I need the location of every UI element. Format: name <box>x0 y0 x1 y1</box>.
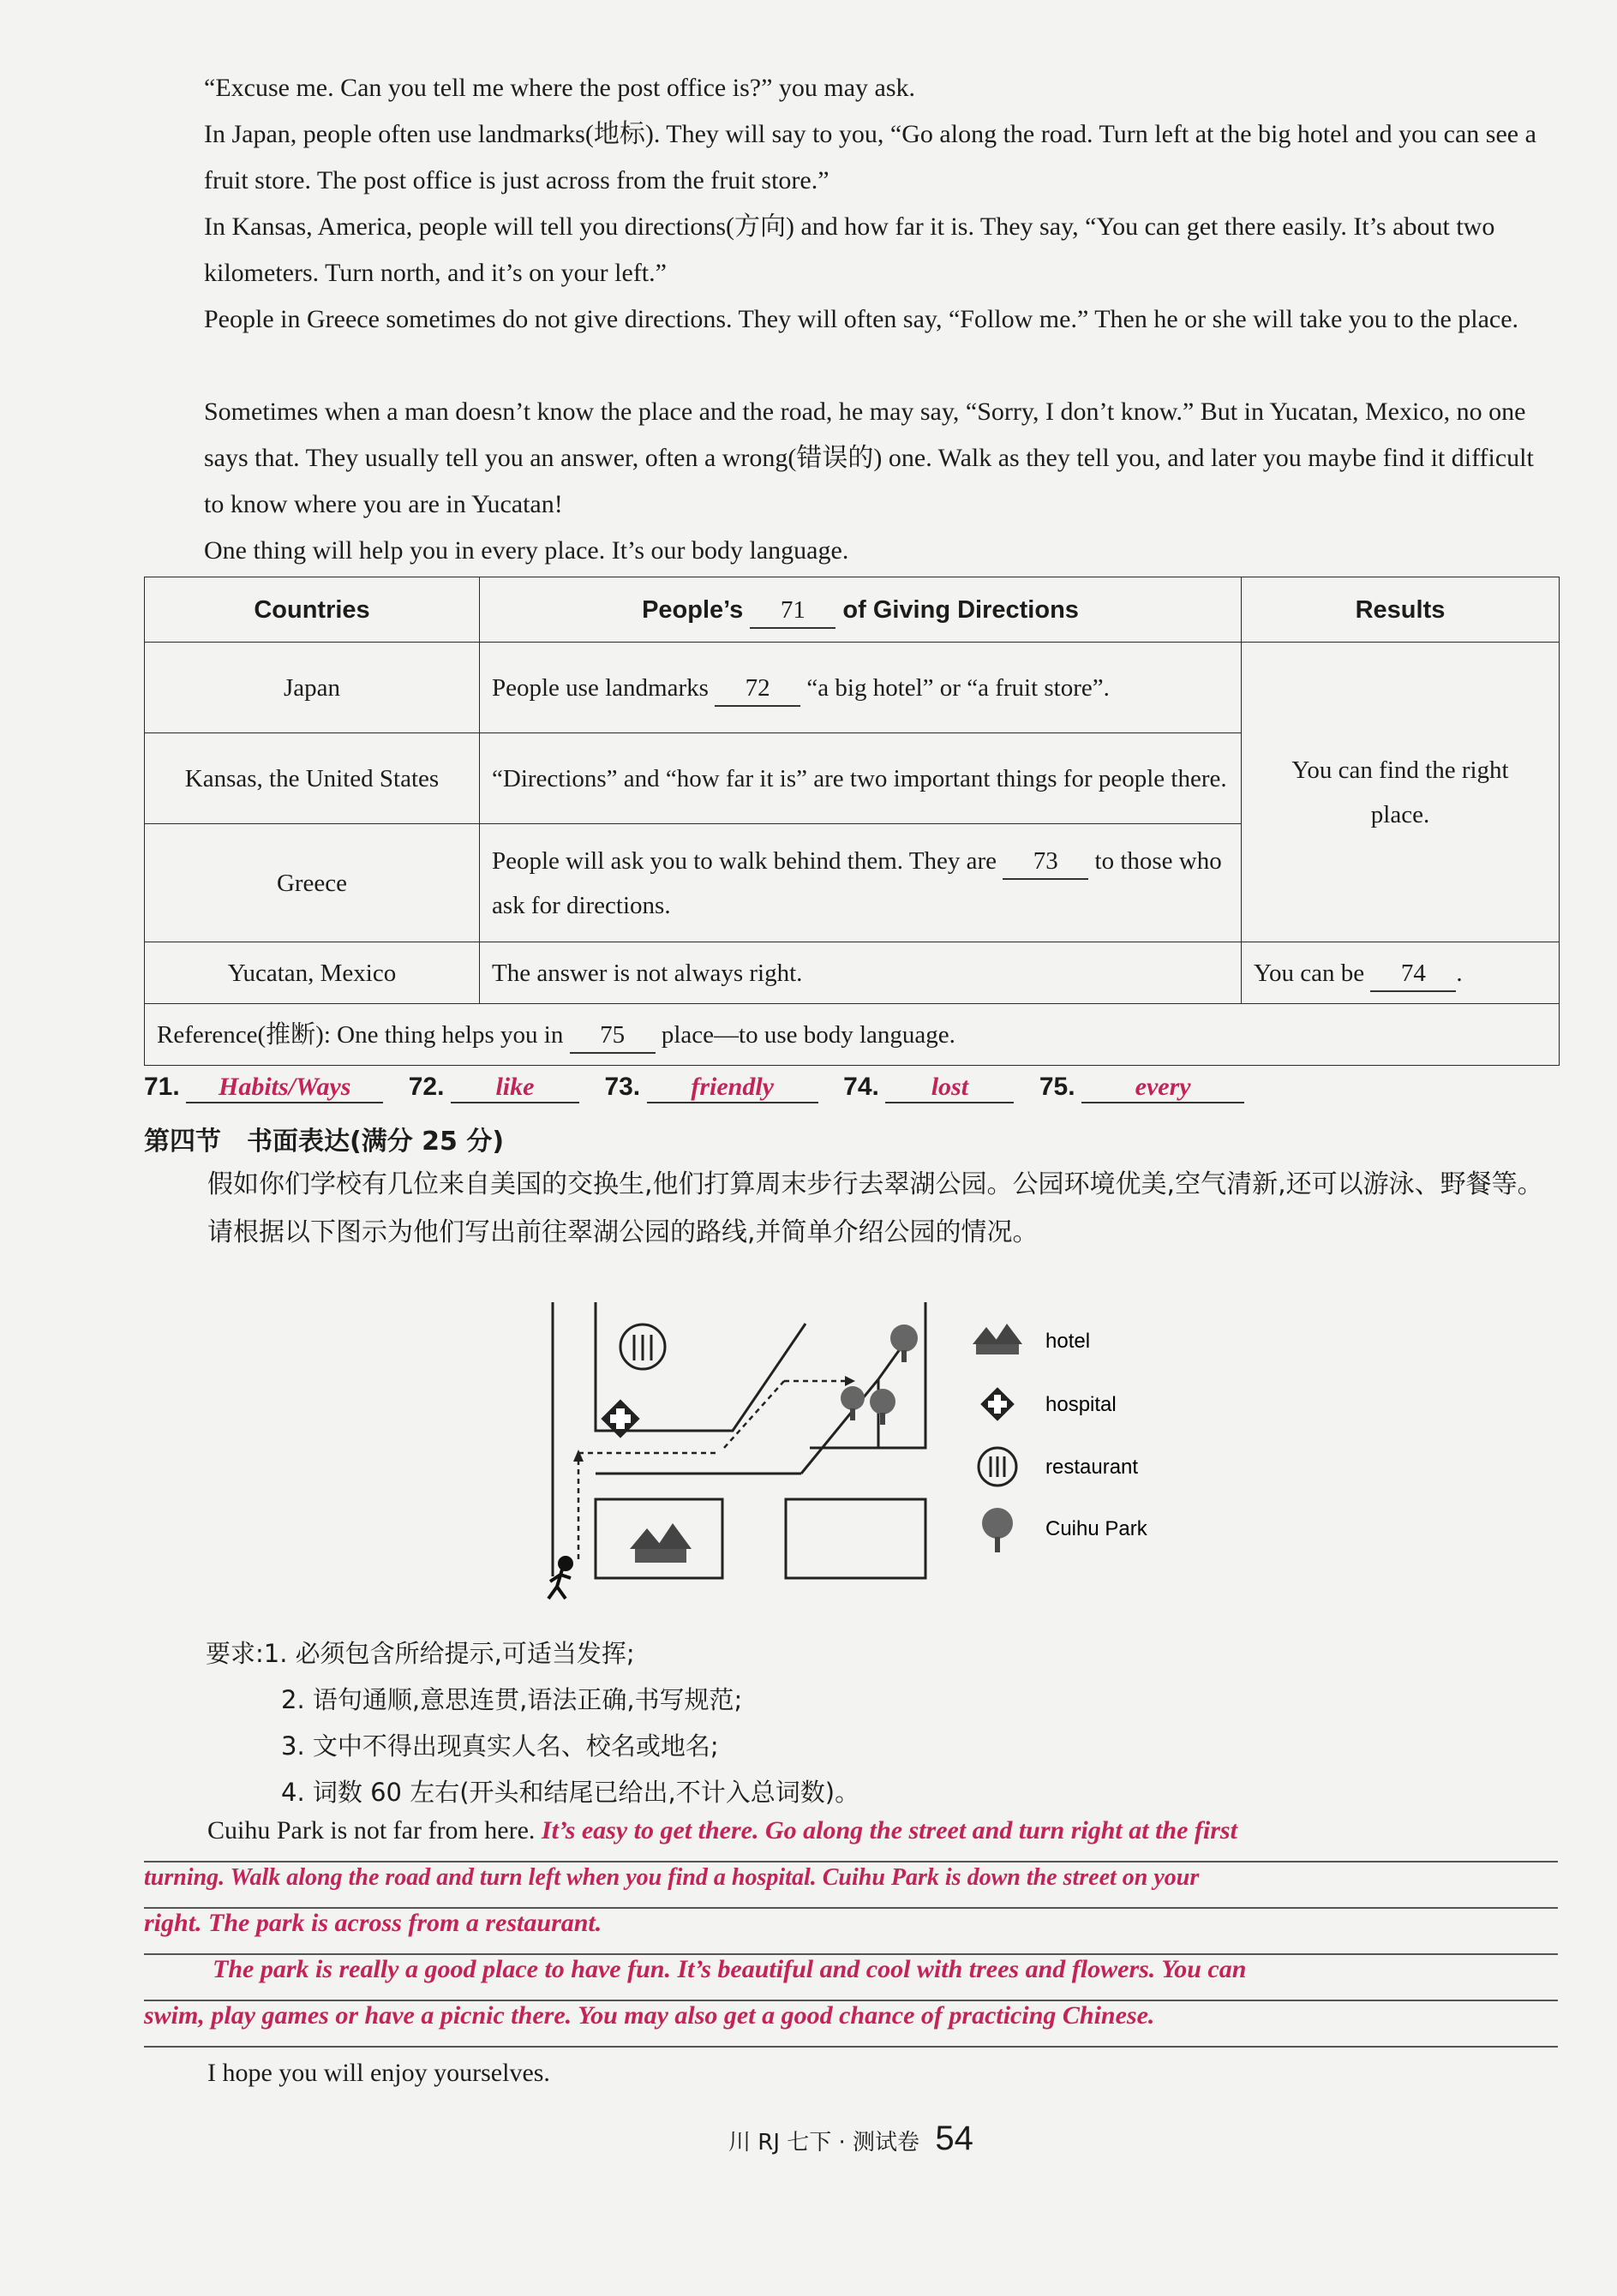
header-ways: People’s 71 of Giving Directions <box>480 577 1242 643</box>
essay-text-4: The park is really a good place to have fun. It’s beautiful and cool with trees and flowers. You can <box>213 1955 1247 1983</box>
park-tree-icon <box>841 1324 918 1425</box>
blank-71: 71 <box>750 593 835 629</box>
answer-71: Habits/Ways <box>186 1073 383 1103</box>
legend-park-label: Cuihu Park <box>1045 1517 1147 1540</box>
requirement-1: 要求:1. 必须包含所给提示,可适当发挥; <box>206 1639 635 1668</box>
essay-line-2 <box>144 1863 1558 1909</box>
passage-p5: Sometimes when a man doesn’t know the place and the road, he may say, “Sorry, I don’t know.” But in Yucatan, Mexico, no one says that. They usually tell you an answer, often a wrong(错误的) one. Walk as they tell you, and later you maybe find it difficult to know where you are in Yucatan! <box>204 398 1534 518</box>
reference-row: Reference(推断): One thing helps you in 75 place—to use body language. <box>145 1004 1560 1066</box>
answer-75: every <box>1081 1073 1244 1103</box>
essay-line-4 <box>144 1955 1558 2001</box>
answer-72: like <box>451 1073 579 1103</box>
header-countries: Countries <box>145 577 480 643</box>
route-arrow-end <box>845 1376 855 1386</box>
legend-hospital-label: hospital <box>1045 1393 1117 1416</box>
blank-72: 72 <box>715 671 800 707</box>
section-title: 第四节 书面表达(满分 25 分) <box>144 1127 505 1157</box>
legend-restaurant-icon <box>979 1448 1016 1486</box>
header-results: Results <box>1242 577 1560 643</box>
legend-hospital-icon <box>980 1387 1015 1421</box>
row2-country: Kansas, the United States <box>145 733 480 824</box>
right-block <box>786 1499 925 1578</box>
requirement-3: 3. 文中不得出现真实人名、校名或地名; <box>281 1731 719 1761</box>
passage-p4: People in Greece sometimes do not give directions. They will often say, “Follow me.” Then he or she will take you to the place. <box>204 305 1519 333</box>
legend-park-icon <box>982 1508 1013 1552</box>
essay-line-5 <box>144 2001 1558 2048</box>
answer-74: lost <box>885 1073 1014 1103</box>
passage-p3: In Kansas, America, people will tell you directions(方向) and how far it is. They say, “You can get there easily. It’s about two kilometers. Turn north, and it’s on your left.” <box>204 212 1495 287</box>
legend-hotel-icon <box>973 1324 1022 1354</box>
legend-hotel-label: hotel <box>1045 1330 1091 1353</box>
block-park-edge <box>810 1379 878 1448</box>
writing-prompt: 假如你们学校有几位来自美国的交换生,他们打算周末步行去翠湖公园。公园环境优美,空气清新,还可以游泳、野餐等。请根据以下图示为他们写出前往翠湖公园的路线,并简单介绍公园的情况。 <box>207 1169 1543 1247</box>
road-diagonal <box>801 1379 878 1474</box>
passage-p6: One thing will help you in every place. It’s our body language. <box>204 536 849 565</box>
row3-country: Greece <box>145 824 480 942</box>
block-right-edge <box>878 1302 925 1448</box>
route-map <box>540 1302 1260 1611</box>
blank-75: 75 <box>570 1018 656 1054</box>
row4-result: You can be 74 . <box>1242 942 1560 1004</box>
hotel-block <box>596 1499 722 1578</box>
hotel-icon <box>630 1523 692 1563</box>
row4-country: Yucatan, Mexico <box>145 942 480 1004</box>
result-find-place: You can find the right place. <box>1242 643 1560 942</box>
answer-row: 71. Habits/Ways 72. like 73. friendly 74. lost 75. every <box>144 1073 1263 1103</box>
blank-74: 74 <box>1370 956 1456 992</box>
requirement-2: 2. 语句通顺,意思连贯,语法正确,书写规范; <box>281 1685 743 1714</box>
legend <box>973 1324 1148 1552</box>
essay-text-1: It’s easy to get there. Go along the street and turn right at the first <box>541 1816 1237 1845</box>
answer-73: friendly <box>647 1073 818 1103</box>
passage-p2: In Japan, people often use landmarks(地标). They will say to you, “Go along the road. Turn left at the big hotel and you can see a fruit store. The post office is just across from the fruit store.” <box>204 120 1536 194</box>
row1-country: Japan <box>145 643 480 733</box>
blank-73: 73 <box>1003 844 1088 880</box>
row2-way: “Directions” and “how far it is” are two important things for people there. <box>480 733 1242 824</box>
row3-way: People will ask you to walk behind them. They are 73 to those who ask for directions. <box>480 824 1242 942</box>
essay-text-5: swim, play games or have a picnic there. You may also get a good chance of practicing Chinese. <box>144 2001 1155 2030</box>
hospital-icon <box>601 1399 639 1438</box>
restaurant-icon <box>620 1324 665 1369</box>
page-footer <box>728 2120 973 2158</box>
essay-text-3: right. The park is across from a restaurant. <box>144 1909 602 1937</box>
essay-line-1 <box>144 1816 1558 1863</box>
row4-way: The answer is not always right. <box>480 942 1242 1004</box>
requirement-4: 4. 词数 60 左右(开头和结尾已给出,不计入总词数)。 <box>281 1778 860 1807</box>
legend-restaurant-label: restaurant <box>1045 1456 1139 1479</box>
essay-text-2: turning. Walk along the road and turn left when you find a hospital. Cuihu Park is down the street on your <box>144 1864 1200 1891</box>
passage-p1: “Excuse me. Can you tell me where the post office is?” you may ask. <box>204 74 916 102</box>
road-diagonal-end <box>878 1349 900 1379</box>
row1-way: People use landmarks 72 “a big hotel” or “a fruit store”. <box>480 643 1242 733</box>
route-arrow-up <box>573 1450 584 1462</box>
route-diagonal <box>724 1381 784 1448</box>
essay-line-3 <box>144 1909 1558 1955</box>
essay-start: Cuihu Park is not far from here. <box>207 1816 536 1845</box>
page-number: 54 <box>935 2120 973 2157</box>
essay-end: I hope you will enjoy yourselves. <box>207 2059 550 2087</box>
directions-table <box>144 577 1560 1066</box>
footer-label: 川 RJ 七下 · 测试卷 <box>728 2130 920 2155</box>
